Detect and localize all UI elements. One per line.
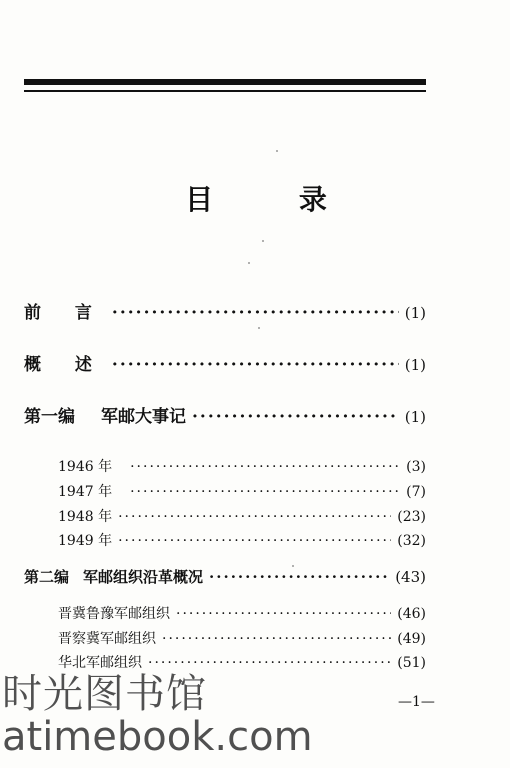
- scan-speck: [258, 327, 260, 329]
- page-title: 目 录: [185, 183, 365, 216]
- toc-entry-1948[interactable]: [58, 506, 426, 526]
- toc-page-number: (1): [404, 408, 426, 426]
- scan-speck: [262, 240, 264, 242]
- toc-entry-label: [24, 402, 186, 427]
- toc-entry-1947[interactable]: [58, 481, 426, 501]
- toc-page-number: (23): [397, 509, 426, 525]
- toc-page-number: (1): [404, 304, 426, 322]
- toc-entry-label: [24, 566, 203, 587]
- toc-entry-jinjiluyu[interactable]: [58, 603, 426, 623]
- toc-leader-dots: [112, 355, 399, 375]
- toc-entry-jinchaji[interactable]: [58, 628, 426, 648]
- toc-part-number: 第一编: [24, 407, 75, 427]
- watermark-site-name: 时光图书馆: [2, 671, 207, 717]
- toc-page-number: (32): [397, 533, 426, 549]
- scan-speck: [292, 565, 294, 567]
- toc-entry-label: 1948 年: [58, 509, 113, 525]
- toc-leader-dots: [130, 484, 400, 500]
- toc-entry-label: 概 述: [24, 355, 106, 375]
- toc-part-number: 第二编: [24, 568, 70, 586]
- toc-entry-label: 前 言: [24, 303, 106, 323]
- toc-leader-dots: [162, 631, 391, 647]
- toc-entry-label: 1949 年: [58, 533, 113, 549]
- toc-leader-dots: [176, 606, 391, 622]
- toc-page-number: (43): [395, 568, 426, 586]
- header-rule-thin: [24, 90, 426, 92]
- toc-entry-label: 华北军邮组织: [58, 655, 142, 671]
- toc-page-number: (7): [406, 484, 426, 500]
- toc-page-number: (46): [397, 606, 426, 622]
- toc-entry-overview[interactable]: [24, 350, 426, 375]
- toc-entry-part-two[interactable]: [24, 566, 426, 587]
- toc-leader-dots: [209, 568, 389, 586]
- scan-speck: [276, 150, 278, 152]
- toc-entry-label: 1946 年: [58, 459, 113, 475]
- header-rule-thick: [24, 79, 426, 85]
- toc-leader-dots: [118, 533, 391, 549]
- toc-part-title: 军邮大事记: [101, 407, 186, 427]
- toc-page-number: (49): [397, 631, 426, 647]
- toc-entry-label: 晋冀鲁豫军邮组织: [58, 606, 170, 622]
- toc-part-title: 军邮组织沿革概况: [83, 568, 204, 586]
- watermark-site-url: atimebook.com: [2, 714, 313, 760]
- toc-page-number: (51): [397, 655, 426, 671]
- toc-leader-dots: [130, 459, 400, 475]
- toc-leader-dots: [192, 407, 399, 427]
- toc-leader-dots: [118, 509, 391, 525]
- toc-entry-1949[interactable]: [58, 530, 426, 550]
- toc-page-number: (1): [404, 356, 426, 374]
- toc-entry-1946[interactable]: [58, 456, 426, 476]
- toc-entry-label: 1947 年: [58, 484, 113, 500]
- footer-page-number: —1—: [398, 694, 435, 710]
- scan-speck: [248, 262, 250, 264]
- toc-leader-dots: [112, 303, 399, 323]
- toc-entry-label: 晋察冀军邮组织: [58, 631, 156, 647]
- toc-entry-part-one[interactable]: [24, 402, 426, 427]
- toc-entry-preface[interactable]: [24, 298, 426, 323]
- toc-page-number: (3): [406, 459, 426, 475]
